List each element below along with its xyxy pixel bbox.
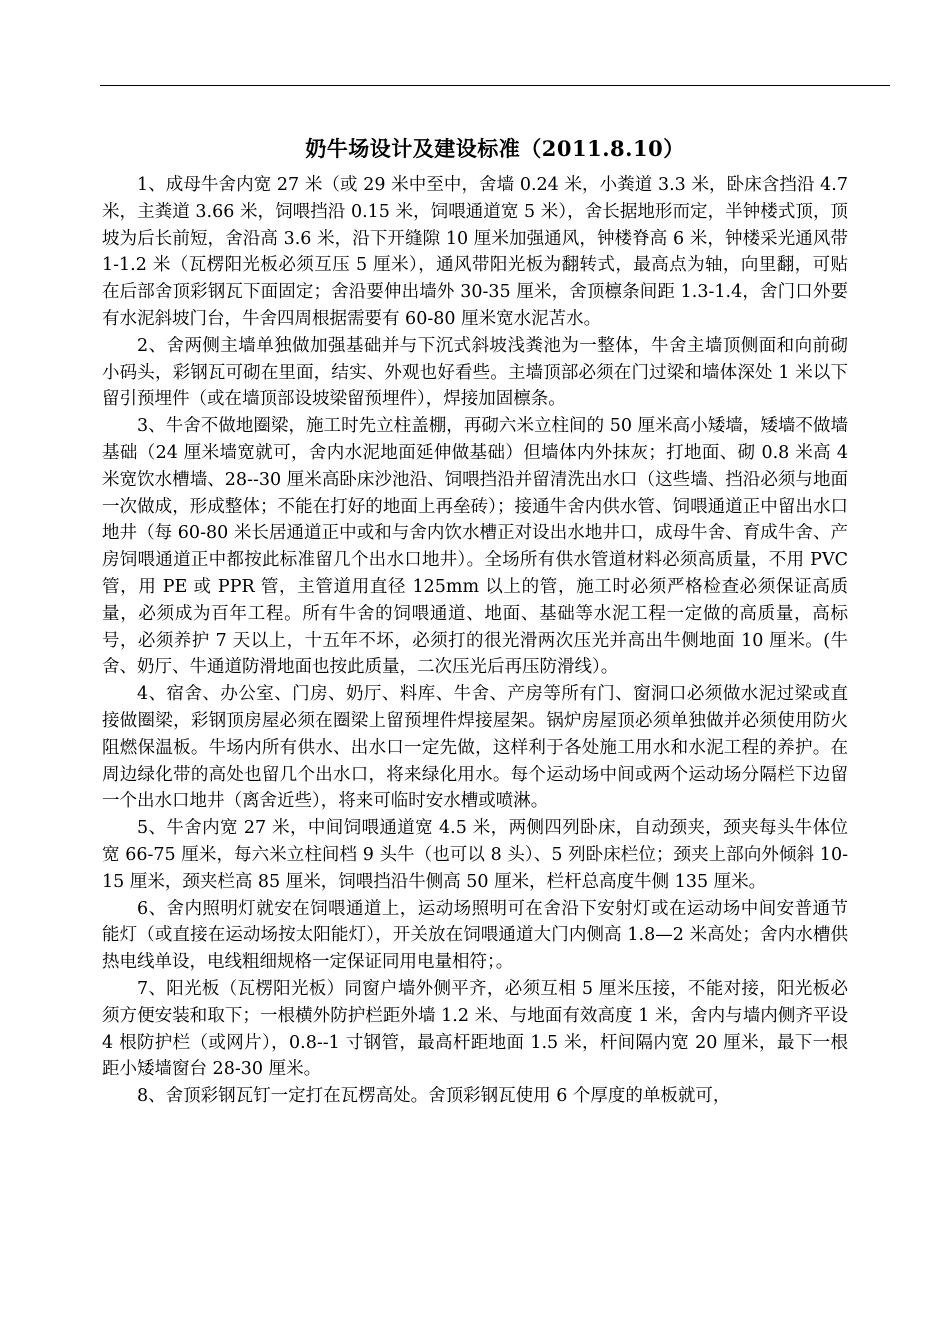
document-body — [102, 172, 848, 1110]
paragraph-8: 8、舍顶彩钢瓦钉一定打在瓦楞高处。舍顶彩钢瓦使用 6 个厚度的单板就可， — [137, 1086, 731, 1107]
paragraph-5: 5、牛舍内宽 27 米，中间饲喂通道宽 4.5 米，两侧四列卧床，自动颈夹，颈夹每头牛体位宽 66-75 厘米，每六米立柱间档 9 头牛（也可以 8 头）、5 列卧床栏位；颈夹上部向外倾斜 10-15 厘米，颈夹栏高 85 厘米，饲喂挡沿牛侧高 50 厘米，栏杆总高度牛侧 135 厘米。 — [102, 818, 848, 892]
paragraph-7: 7、阳光板（瓦楞阳光板）同窗户墙外侧平齐，必须互相 5 厘米压接，不能对接，阳光板必须方便安装和取下；一根横外防护栏距外墙 1.2 米、与地面有效高度 1 米，舍内与墙内侧齐平设 4 根防护栏（或网片），0.8--1 寸钢管，最高杆距地面 1.5 米，杆间隔内宽 20 厘米，最下一根距小矮墙窗台 28-30 厘米。 — [102, 978, 849, 1080]
page-title: 奶牛场设计及建设标准（2011.8.10） — [305, 136, 685, 161]
header-rule — [100, 85, 890, 86]
paragraph-1: 1、成母牛舍内宽 27 米（或 29 米中至中，舍墙 0.24 米，小粪道 3.3 米，卧床含挡沿 4.7 米，主粪道 3.66 米，饲喂挡沿 0.15 米，饲喂通道宽 5 米），舍长据地形而定，半钟楼式顶，顶坡为后长前短，舍沿高 3.6 米，沿下开缝隙 10 厘米加强通风，钟楼脊高 6 米，钟楼采光通风带 1-1.2 米（瓦楞阳光板必须互压 5 厘米），通风带阳光板为翻转式，最高点为轴，向里翻，可贴在后部舍顶彩钢瓦下面固定；舍沿要伸出墙外 30-35 厘米，舍顶檩条间距 1.3-1.4，舍门口外要有水泥斜坡门台，牛舍四周根据需要有 60-80 厘米宽水泥苫水。 — [102, 175, 848, 329]
paragraph-2: 2、舍两侧主墙单独做加强基础并与下沉式斜坡浅粪池为一整体，牛舍主墙顶侧面和向前砌小码头，彩钢瓦可砌在里面，结实、外观也好看些。主墙顶部必须在门过梁和墙体深处 1 米以下留引预埋件（或在墙顶部设坡梁留预埋件），焊接加固檩条。 — [102, 335, 848, 410]
paragraph-4: 4、宿舍、办公室、门房、奶厅、料库、牛舍、产房等所有门、窗洞口必须做水泥过梁或直接做圈梁，彩钢顶房屋必须在圈梁上留预埋件焊接屋架。锅炉房屋顶必须单独做并必须使用防火阻燃保温板。牛场内所有供水、出水口一定先做，这样利于各处施工用水和水泥工程的养护。在周边绿化带的高处也留几个出水口，将来绿化用水。每个运动场中间或两个运动场分隔栏下边留一个出水口地井（离舍近些），将来可临时安水槽或喷淋。 — [102, 684, 848, 812]
paragraph-3: 3、牛舍不做地圈梁，施工时先立柱盖棚，再砌六米立柱间的 50 厘米高小矮墙，矮墙不做墙基础（24 厘米墙宽就可，舍内水泥地面延伸做基础）但墙体内外抹灰；打地面、砌 0.8 米高 4 米宽饮水槽墙、28--30 厘米高卧床沙池沿、饲喂挡沿并留清洗出水口（这些墙、挡沿必须与地面一次做成，形成整体；不能在打好的地面上再垒砖）；接通牛舍内供水管、饲喂通道正中留出水口地井（每 60-80 米长居通道正中或和与舍内饮水槽正对设出水地井口，成母牛舍、育成牛舍、产房饲喂通道正中都按此标准留几个出水口地井）。全场所有供水管道材料必须高质量，不用 PVC 管，用 PE 或 PPR 管，主管道用直径 125mm 以上的管，施工时必须严格检查必须保证高质量，必须成为百年工程。所有牛舍的饲喂通道、地面、基础等水泥工程一定做的高质量，高标号，必须养护 7 天以上，十五年不坏，必须打的很光滑两次压光并高出牛侧地面 10 厘米。(牛舍、奶厅、牛通道防滑地面也按此质量，二次压光后再压防滑线）。 — [102, 416, 848, 678]
paragraph-6: 6、舍内照明灯就安在饲喂通道上，运动场照明可在舍沿下安射灯或在运动场中间安普通节能灯（或直接在运动场按太阳能灯），开关放在饲喂通道大门内侧高 1.8—2 米高处；舍内水槽供热电线单设，电线粗细规格一定保证同用电量相符；。 — [102, 898, 848, 973]
